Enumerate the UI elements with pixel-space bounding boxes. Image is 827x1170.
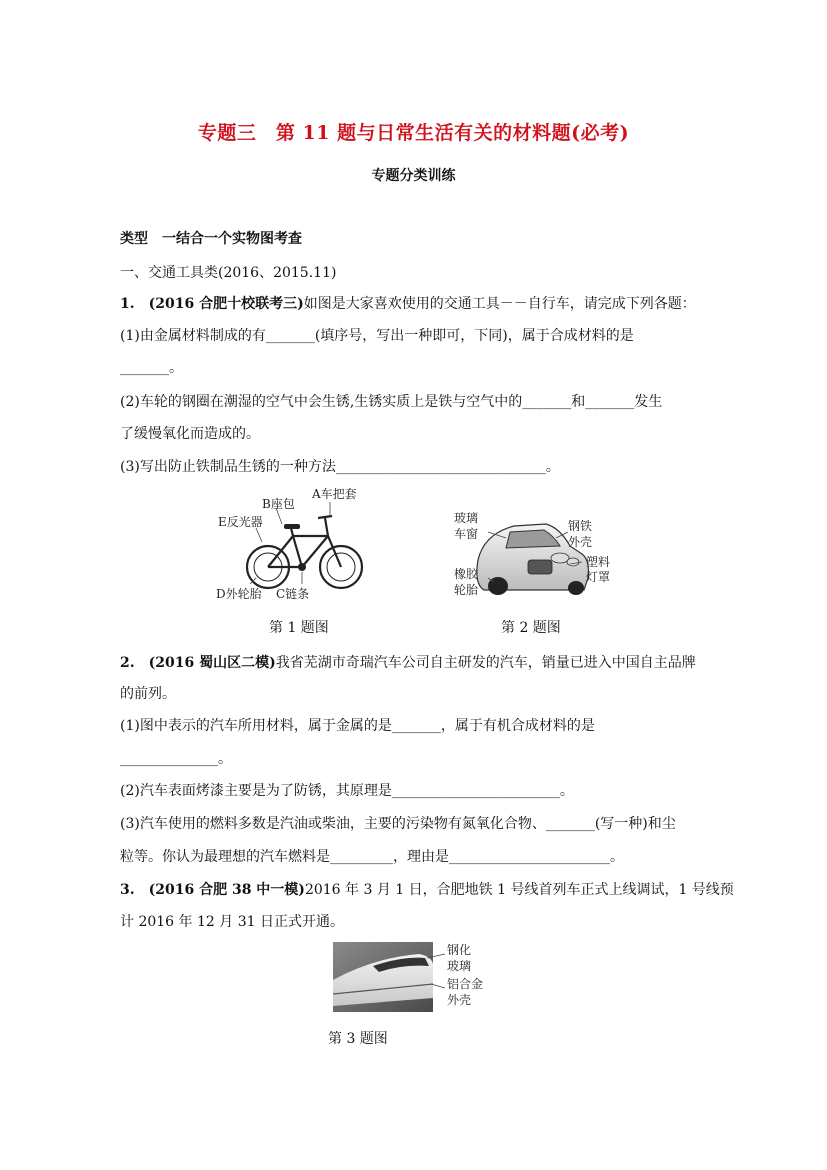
q2-part1-line1: (1)图中表示的汽车所用材料，属于金属的是_______，属于有机合成材料的是 xyxy=(120,718,595,734)
question-1-stem xyxy=(120,293,696,313)
page-subtitle: 专题分类训练 xyxy=(371,168,456,184)
question-3-stem-line1 xyxy=(120,879,734,899)
question-3-text: 2016 年 3 月 1 日，合肥地铁 1 号线首列车正式上线调试，1 号线预 xyxy=(304,882,734,898)
question-2-stem-line1 xyxy=(120,652,696,672)
q1-part3: (3)写出防止铁制品生锈的一种方法______________________________。 xyxy=(120,459,560,475)
bike-label-reflector: E反光器 xyxy=(218,515,263,529)
q1-part2-line1: (2)车轮的钢圈在潮湿的空气中会生锈,生锈实质上是铁与空气中的_______和_______发生 xyxy=(120,394,663,410)
bike-label-seat: B座包 xyxy=(262,497,295,511)
car-figure xyxy=(448,508,618,608)
bike-label-tire: D外轮胎 xyxy=(216,587,262,601)
train-label-alloy-2: 外壳 xyxy=(447,993,472,1007)
train-label-glass-1: 钢化 xyxy=(447,943,472,957)
category-heading: 一、交通工具类(2016、2015.11) xyxy=(120,265,337,281)
car-label-glass-2: 车窗 xyxy=(454,527,479,541)
question-2-source: 2. (2016 蜀山区二模) xyxy=(120,655,276,671)
car-label-rubber-2: 轮胎 xyxy=(454,583,479,597)
q2-part3-line1: (3)汽车使用的燃料多数是汽油或柴油，主要的污染物有氮氧化合物、_______(写一种)和尘 xyxy=(120,816,676,832)
figure-2-caption: 第 2 题图 xyxy=(501,620,561,636)
question-1-source: 1. (2016 合肥十校联考三) xyxy=(120,296,304,312)
q1-part2-line2: 了缓慢氧化而造成的。 xyxy=(120,426,260,442)
q2-part3-line2: 粒等。你认为最理想的汽车燃料是_________，理由是_______________________。 xyxy=(120,849,624,865)
question-2-stem-line2: 的前列。 xyxy=(120,686,176,702)
figure-3-caption: 第 3 题图 xyxy=(328,1031,388,1047)
question-3-stem-line2: 计 2016 年 12 月 31 日正式开通。 xyxy=(120,914,344,930)
q2-part1-line2: ______________。 xyxy=(120,751,232,767)
train-label-glass-2: 玻璃 xyxy=(447,959,472,973)
car-label-glass-1: 玻璃 xyxy=(454,511,479,525)
question-1-text: 如图是大家喜欢使用的交通工具－－自行车，请完成下列各题： xyxy=(303,296,696,312)
car-label-steel-2: 外壳 xyxy=(568,535,593,549)
question-3-source: 3. (2016 合肥 38 中一模) xyxy=(120,882,305,898)
car-label-plastic-1: 塑料 xyxy=(586,555,611,569)
train-figure xyxy=(333,940,503,1016)
q1-part1-line1: (1)由金属材料制成的有_______(填序号，写出一种即可，下同)，属于合成材料的是 xyxy=(120,328,634,344)
q1-part1-line2: _______。 xyxy=(120,360,183,376)
page-title: 专题三 第 11 题与日常生活有关的材料题(必考) xyxy=(197,122,630,144)
car-label-steel-1: 钢铁 xyxy=(568,519,593,533)
bicycle-figure xyxy=(210,484,365,604)
q2-part2: (2)汽车表面烤漆主要是为了防锈，其原理是________________________。 xyxy=(120,783,574,799)
bike-label-chain: C链条 xyxy=(276,587,310,601)
question-2-text: 我省芜湖市奇瑞汽车公司自主研发的汽车，销量已进入中国自主品牌 xyxy=(275,655,696,671)
figure-1-caption: 第 1 题图 xyxy=(269,620,329,636)
bike-label-handle: A车把套 xyxy=(312,487,357,501)
car-label-plastic-2: 灯罩 xyxy=(586,570,611,584)
car-label-rubber-1: 橡胶 xyxy=(454,567,479,581)
type-heading: 类型 一结合一个实物图考查 xyxy=(120,231,302,247)
train-label-alloy-1: 铝合金 xyxy=(447,977,484,991)
